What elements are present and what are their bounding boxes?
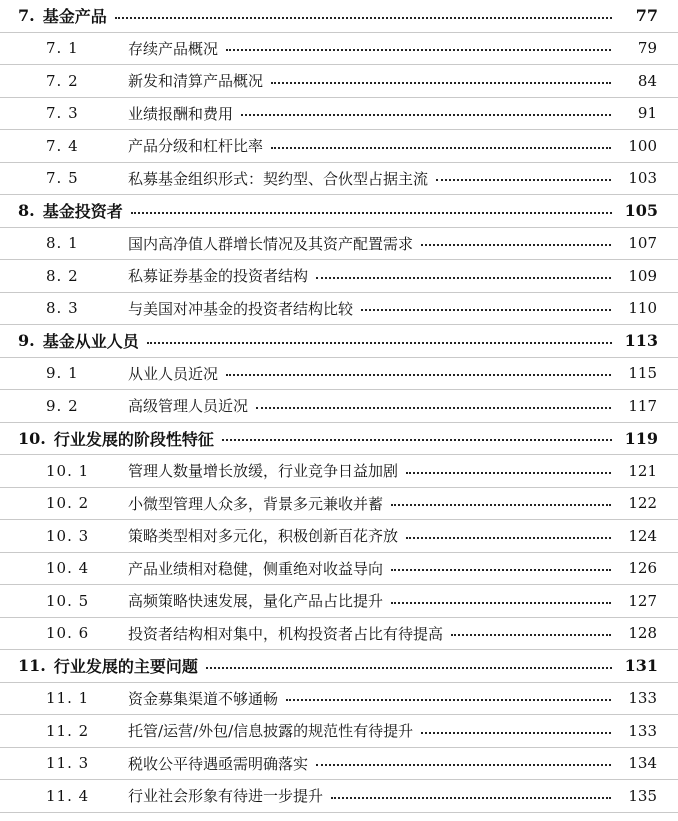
page-number: 107 (628, 234, 657, 253)
section-title: 策略类型相对多元化，积极创新百花齐放 (128, 527, 399, 546)
dot-leader (331, 797, 611, 799)
toc-chapter-row[interactable] (0, 650, 678, 683)
dot-leader (451, 634, 611, 636)
chapter-number: 10. (18, 428, 46, 448)
dot-leader (256, 407, 611, 409)
section-title: 行业社会形象有待进一步提升 (128, 787, 324, 806)
section-title: 产品业绩相对稳健，侧重绝对收益导向 (128, 559, 384, 578)
section-title: 小微型管理人众多，背景多元兼收并蓄 (128, 494, 384, 513)
toc-section-row[interactable] (0, 715, 678, 748)
toc-section-row[interactable] (0, 228, 678, 261)
toc-section-row[interactable] (0, 358, 678, 391)
section-number: 7. 5 (46, 169, 79, 188)
section-title: 与美国对冲基金的投资者结构比较 (128, 299, 354, 318)
dot-leader (406, 472, 611, 474)
toc-chapter-row[interactable] (0, 0, 678, 33)
dot-leader (222, 439, 612, 441)
dot-leader (226, 374, 611, 376)
section-title: 投资者结构相对集中，机构投资者占比有待提高 (128, 624, 444, 643)
section-title: 产品分级和杠杆比率 (128, 137, 264, 156)
section-title: 从业人员近况 (128, 364, 219, 383)
dot-leader (391, 504, 611, 506)
section-title: 高级管理人员近况 (128, 397, 249, 416)
section-number: 7. 2 (46, 71, 79, 90)
dot-leader (316, 764, 611, 766)
toc-section-row[interactable] (0, 390, 678, 423)
dot-leader (206, 667, 612, 669)
section-title: 资金募集渠道不够通畅 (128, 689, 279, 708)
toc-section-row[interactable] (0, 163, 678, 196)
toc-section-row[interactable] (0, 455, 678, 488)
toc-section-row[interactable] (0, 65, 678, 98)
section-title: 业绩报酬和费用 (128, 104, 234, 123)
section-number: 10. 3 (46, 526, 90, 545)
dot-leader (271, 147, 611, 149)
dot-leader (436, 179, 611, 181)
section-title: 国内高净值人群增长情况及其资产配置需求 (128, 234, 414, 253)
page-number: 121 (628, 461, 657, 480)
dot-leader (286, 699, 611, 701)
page-number: 91 (637, 104, 657, 123)
toc-section-row[interactable] (0, 488, 678, 521)
toc-section-row[interactable] (0, 130, 678, 163)
toc-section-row[interactable] (0, 553, 678, 586)
section-number: 10. 2 (46, 494, 90, 513)
chapter-number: 8. (18, 201, 35, 221)
chapter-title: 基金投资者 (42, 202, 123, 222)
section-number: 10. 4 (46, 559, 90, 578)
toc-section-row[interactable] (0, 780, 678, 813)
page-number: 124 (628, 526, 657, 545)
page-number: 135 (628, 786, 657, 805)
section-title: 私募证券基金的投资者结构 (128, 267, 309, 286)
page-number: 128 (628, 624, 657, 643)
toc-section-row[interactable] (0, 293, 678, 326)
dot-leader (391, 569, 611, 571)
section-number: 7. 3 (46, 104, 79, 123)
page-number: 110 (628, 299, 657, 318)
section-number: 10. 5 (46, 591, 90, 610)
page-number: 126 (628, 559, 657, 578)
section-title: 管理人数量增长放缓，行业竞争日益加剧 (128, 462, 399, 481)
section-number: 9. 2 (46, 396, 79, 415)
toc-section-row[interactable] (0, 748, 678, 781)
page-number: 79 (637, 39, 657, 58)
toc-section-row[interactable] (0, 260, 678, 293)
chapter-title: 基金从业人员 (42, 332, 139, 352)
toc-section-row[interactable] (0, 33, 678, 66)
dot-leader (421, 732, 611, 734)
page-number: 113 (624, 331, 658, 351)
section-number: 10. 6 (46, 624, 90, 643)
page-number: 127 (628, 591, 657, 610)
toc-chapter-row[interactable] (0, 423, 678, 456)
section-number: 8. 1 (46, 234, 79, 253)
page-number: 119 (624, 428, 658, 448)
page-number: 134 (628, 754, 657, 773)
page-number: 133 (628, 689, 657, 708)
chapter-number: 7. (18, 6, 35, 26)
dot-leader (316, 277, 611, 279)
page-number: 131 (624, 656, 658, 676)
chapter-title: 行业发展的阶段性特征 (53, 429, 214, 449)
chapter-number: 11. (18, 656, 46, 676)
page-number: 103 (628, 169, 657, 188)
section-title: 私募基金组织形式：契约型、合伙型占据主流 (128, 169, 429, 188)
toc-chapter-row[interactable] (0, 195, 678, 228)
page-number: 105 (624, 201, 658, 221)
section-number: 11. 4 (46, 786, 90, 805)
section-title: 托管/运营/外包/信息披露的规范性有待提升 (128, 722, 414, 741)
page-number: 84 (637, 71, 657, 90)
chapter-number: 9. (18, 331, 35, 351)
section-number: 9. 1 (46, 364, 79, 383)
dot-leader (271, 82, 611, 84)
toc-section-row[interactable] (0, 618, 678, 651)
section-title: 新发和清算产品概况 (128, 72, 264, 91)
page-number: 115 (628, 364, 657, 383)
toc-section-row[interactable] (0, 520, 678, 553)
section-number: 11. 2 (46, 721, 90, 740)
toc-section-row[interactable] (0, 98, 678, 131)
section-title: 税收公平待遇亟需明确落实 (128, 754, 309, 773)
dot-leader (115, 17, 612, 19)
dot-leader (131, 212, 612, 214)
section-number: 11. 3 (46, 754, 90, 773)
dot-leader (226, 49, 611, 51)
chapter-title: 行业发展的主要问题 (53, 657, 198, 677)
page-number: 117 (628, 396, 657, 415)
section-number: 7. 1 (46, 39, 79, 58)
page-number: 77 (635, 6, 658, 26)
section-title: 存续产品概况 (128, 39, 219, 58)
page-number: 100 (628, 136, 657, 155)
section-number: 11. 1 (46, 689, 90, 708)
dot-leader (406, 537, 611, 539)
section-number: 8. 2 (46, 266, 79, 285)
dot-leader (241, 114, 611, 116)
section-number: 10. 1 (46, 461, 90, 480)
toc-section-row[interactable] (0, 585, 678, 618)
page-number: 109 (628, 266, 657, 285)
section-title: 高频策略快速发展，量化产品占比提升 (128, 592, 384, 611)
toc-section-row[interactable] (0, 683, 678, 716)
dot-leader (361, 309, 611, 311)
toc-chapter-row[interactable] (0, 325, 678, 358)
chapter-title: 基金产品 (42, 7, 107, 27)
page-number: 122 (628, 494, 657, 513)
dot-leader (147, 342, 612, 344)
section-number: 7. 4 (46, 136, 79, 155)
dot-leader (391, 602, 611, 604)
page-number: 133 (628, 721, 657, 740)
dot-leader (421, 244, 611, 246)
section-number: 8. 3 (46, 299, 79, 318)
